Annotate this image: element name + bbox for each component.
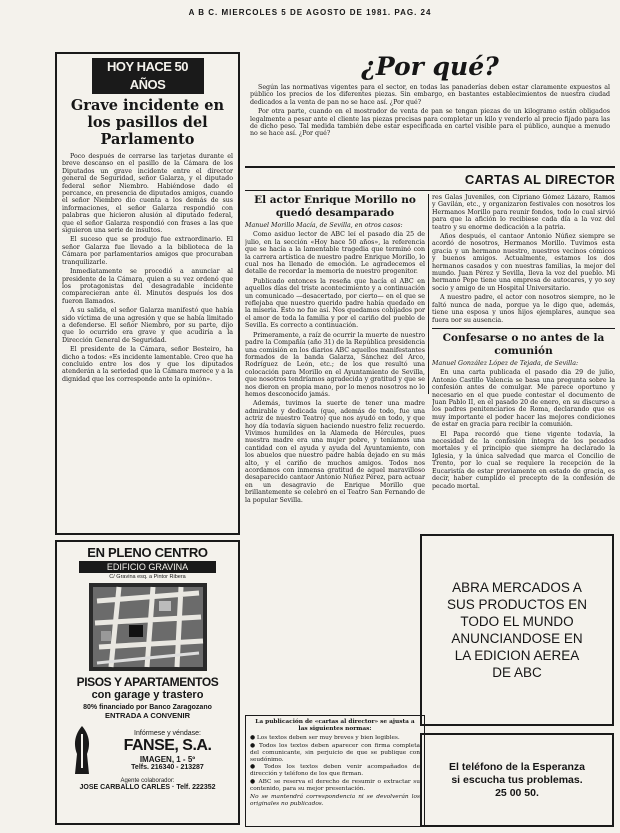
paragraph: Inmediatamente se procedió a anunciar al presidente de la Cámara, quien a su vez ordenó que los protagonistas del desagradable incidente comparecieran ante él. Minutos después los dos fueron llamados. xyxy=(62,268,233,305)
cartas-norms-box xyxy=(245,715,425,827)
ad-line: LA EDICION AEREA xyxy=(454,648,580,663)
divider xyxy=(432,328,615,329)
hoy-hace-body xyxy=(62,153,233,548)
ad-company: FANSE, S.A. xyxy=(123,736,212,754)
norms-item: ● Todos los textos deben aparecer con firma completa del comunicante, sin perjuicio de que se publique con seudónimo. xyxy=(250,742,420,763)
letter-morillo-continuation xyxy=(432,194,615,322)
map-illustration xyxy=(89,583,207,671)
abc-edicion-aerea-ad xyxy=(420,534,614,726)
ad-line: TODO EL MUNDO xyxy=(460,614,574,629)
paragraph: Primeramente, a raíz de ocurrir la muerte de nuestro padre la Compañía (año 31) de la República presidencia una comisión en los diarios ABC aquellos manifestantes formados de la banda Galarza, Sánchez del Arco, Rodríguez de León, etc.; de los que resultó una colocación para Morillo en el Ayuntamiento de Sevilla, que nosotros tendríamos agradecida y gratitud y que se nos dieron en propia mano, por lo menos nosotros no lo hemos desconocido jamás. xyxy=(245,331,425,398)
hoy-hace-banner: HOY HACE 50 AÑOS xyxy=(92,58,204,94)
norms-item: ● Todos los textos deben venir acompañados de dirección y teléfono de los que firman. xyxy=(250,764,420,778)
ad-agent: JOSE CARBALLO CARLES · Telf. 222352 xyxy=(79,784,216,791)
fanse-logo-icon xyxy=(67,724,97,776)
esperanza-line2: si escucha tus problemas. xyxy=(451,773,583,786)
por-que-title: ¿Por qué? xyxy=(361,52,499,81)
norms-item: ● Los textos deben ser muy breves y bien legibles. xyxy=(250,734,400,741)
letter-body xyxy=(245,231,425,701)
paragraph: Además, tuvimos la suerte de tener una madre admirable y dedicada (que, además de todo, fue una actriz de nuestro Teatro) que nos ayudó en todo, y que hoy día todavía siguen haciendo nuestro feliz recuerdo. Vivimos humildes en la Alameda de Hércules, pues nuestra madre era una mujer pobre, y teníamos una cantidad con el ayuda y ayuda del Ayuntamiento, con los abuelos que nuestro padre había dejado en su más alto, y el cariño de muchos amigos. Todos nos acordamos con inmensa gratitud de aquel maravilloso desaparecido cantaor Antonio Núñez Pérez, para actuar en un desagravio de Enrique Morillo que brillantemente se celebró en el Teatro San Fernando de la popular Sevilla. xyxy=(245,400,425,504)
ad-phones: Telfs. 216340 - 213287 xyxy=(131,763,204,771)
ad-line: ABRA MERCADOS A xyxy=(452,580,582,595)
ad-delivery: ENTRADA A CONVENIR xyxy=(104,711,190,720)
norms-item: ● ABC se reserva el derecho de resumir o extractar su contenido, para su mejor presentación. xyxy=(250,779,420,793)
divider xyxy=(245,166,615,168)
ad-building-address: C/ Gravina esq. a Pintor Ribera xyxy=(109,574,186,580)
paragraph: A nuestro padre, el actor con nosotros siempre, no le faltó nunca de nada, porque ya le digo que, además, tiene una esposa y unos hijos ejemplares, aunque sea fuera por su ausencia. xyxy=(432,294,615,322)
paragraph: El presidente de la Cámara, señor Besteiro, ha dicho a todos: «Es incidente lamentable. Creo que ha concluido entre los dos y que los diputados atenderán a la seriedad que la Cámara merece y a la dignidad que les corresponde ante la opinión». xyxy=(62,346,233,383)
paragraph: El Papa recordó que tiene vigente todavía, la necesidad de la confesión íntegra de los pecados mortales y el principio que siempre ha declarado la Iglesia, y la única salvedad que marca el Concilio de Trento, por lo cual se requiere la recepción de la Eucaristía de estar previamente en estado de gracia, es decir, haber cumplido el precepto de la confesión de pecado mortal. xyxy=(432,430,615,490)
paragraph: Como asiduo lector de ABC leí el pasado día 25 de julio, en la sección «Hoy hace 50 años», la referencia que se hacía a la lamentable tragedia que terminó con la carrera artística de nuestro padre Enrique Morillo, lo cual nos ha llenado de emoción. Le agradecemos el detalle de recordar la memoria de nuestro progenitor. xyxy=(245,231,425,276)
ad-info-label: Infórmese y véndase: xyxy=(134,729,201,737)
ad-headline-garage: con garage y trastero xyxy=(91,689,204,701)
pisos-advertisement xyxy=(55,540,240,825)
hoy-hace-title: Grave incidente en los pasillos del Parlamento xyxy=(70,97,225,148)
esperanza-box xyxy=(420,733,614,827)
por-que-body xyxy=(245,82,615,138)
paragraph: En una carta publicada el pasado día 29 de julio, Antonio Castillo Valencia se basa una pregunta sobre la confesión antes de comulgar. Me parece oportuno y necesario en el que puede contestar el documento de Juan Pablo II, en el pasado 20 de enero, en su discurso a los padres penitenciarios de Roma, declarando que es muy importante el poder hacer las mejores condiciones de estar en gracia para recibir la comunión. xyxy=(432,369,615,429)
paragraph: Poco después de cerrarse las tarjetas durante el breve descanso en el pasillo de la Cámara de los Diputados un grave incidente entre el director general de Seguridad, señor Galarza, y el diputado federal señor Niembro. Habiéndose dado el percance, en presencia de diputados amigos, cuando el señor Niembro dio cuenta a los demás de sus informaciones, el señor Galarza respondió con palabras que hicieron alusión al diputado federal, que el señor Galarza respondió con frases a las que siguieron una serie de insultos. xyxy=(62,153,233,235)
cartas-section-title: CARTAS AL DIRECTOR xyxy=(464,172,615,187)
ad-line: SUS PRODUCTOS EN xyxy=(446,597,588,612)
page-header: A B C. MIERCOLES 5 DE AGOSTO DE 1981. PAG. 24 xyxy=(188,8,432,17)
por-que-box xyxy=(245,52,615,160)
esperanza-phone: 25 00 50. xyxy=(495,786,539,799)
letter-title: Confesarse o no antes de la comunión xyxy=(442,332,605,357)
ad-address: IMAGEN, 1 - 5º xyxy=(139,754,196,764)
ad-financing: 80% financiado por Banco Zaragozano xyxy=(83,704,212,711)
ad-building-name: EDIFICIO GRAVINA xyxy=(79,561,216,573)
paragraph: El suceso que se produjo fue extraordinario. El señor Galarza fue llevado a la biblioteca de la Cámara por parlamentarios amigos que procuraban tranquilizarle. xyxy=(62,236,233,266)
letter-author: Manuel González López de Tejada, de Sevilla: xyxy=(432,360,579,367)
letter-body xyxy=(432,369,615,544)
hoy-hace-article xyxy=(55,52,240,535)
paragraph: Por otra parte, cuando en el mostrador de venta de pan se tengan piezas de un kilogramo están obligados legalmente a pesar ante el cliente las piezas precisas para completar un kilo y venderlo al precio fijado para las de dicho peso. Tal medida también debe estar especificada en cartel visible para el público, aunque a menudo no se hace así. ¿Por qué? xyxy=(250,108,610,138)
ad-headline-pisos: PISOS Y APARTAMENTOS xyxy=(76,675,219,689)
paragraph: Publicado entonces la reseña que hacía el ABC en aquellos días del triste acontecimiento y a continuación un comunicado —desacertado, por cierto— en el que se reflejaba que nuestro querido padre había quedado en la miseria. Ésto no fue así. Nos quedamos cobijados por el amor de toda la familia y por el cariño del pueblo de Sevilla. Es correcto a continuación. xyxy=(245,277,425,330)
ad-headline-centro: EN PLENO CENTRO xyxy=(87,545,208,560)
esperanza-line1: El teléfono de la Esperanza xyxy=(449,760,585,773)
norms-intro: La publicación de «cartas al director» se ajusta a las siguientes normas: xyxy=(255,719,415,732)
ad-line: ANUNCIANDOSE EN xyxy=(451,631,583,646)
ad-agent-label: Agente colaborador: xyxy=(120,778,175,784)
ad-line: DE ABC xyxy=(492,665,542,680)
column-divider xyxy=(428,194,429,394)
paragraph: A su salida, el señor Galarza manifestó que había sido víctima de una agresión y que se había limitado a defenderse. El señor Niembro, por su parte, dijo que lo ocurrido era grave y que acudiría a la Dirección General de Seguridad. xyxy=(62,307,233,344)
letter-author: Manuel Morillo Macía, de Sevilla, en otros casos: xyxy=(245,222,403,229)
norms-footer: No se mantendrá correspondencia ni se devolverán los originales no publicados. xyxy=(250,794,420,807)
divider xyxy=(245,190,615,191)
letter-title: El actor Enrique Morillo no quedó desamparado xyxy=(254,194,416,219)
letter-confesarse xyxy=(432,332,615,544)
letter-morillo xyxy=(245,194,425,701)
paragraph: Según las normativas vigentes para el sector, en todas las panaderías deben estar claramente expuestos al público los precios de los diferentes piezas. Sin embargo, en bastantes establecimientos de nuestra ciudad dedicados a la venta de pan no se hace así. ¿Por qué? xyxy=(250,84,610,106)
paragraph: Años después, el cantaor Antonio Núñez siempre se acordó de nosotros, Hermanos Morillo. Tuvimos esta gracia y un hermano nuestro, nuestros vecinos cómicos y buenos amigos. Actualmente, estamos los dos hermanos casados y con nuestras familias, la mejor del mundo. Juan Pérez y Sevilla, lleva la voz del pueblo. Mi hermano Pepe tiene una empresa de autocares, y yo soy socio y amigo de un Hospital Universitario. xyxy=(432,233,615,292)
paragraph: res Galas Juveniles, con Cipriano Gómez Lázaro, Ramos y Gavilán, etc., y organizaron festivales con nosotros los Hermanos Morillo para reunir fondos, todo lo cual sirvió para que la afición lo recibiese cada día a la voz del teatro y su enorme dedicación a la patria. xyxy=(432,194,615,231)
